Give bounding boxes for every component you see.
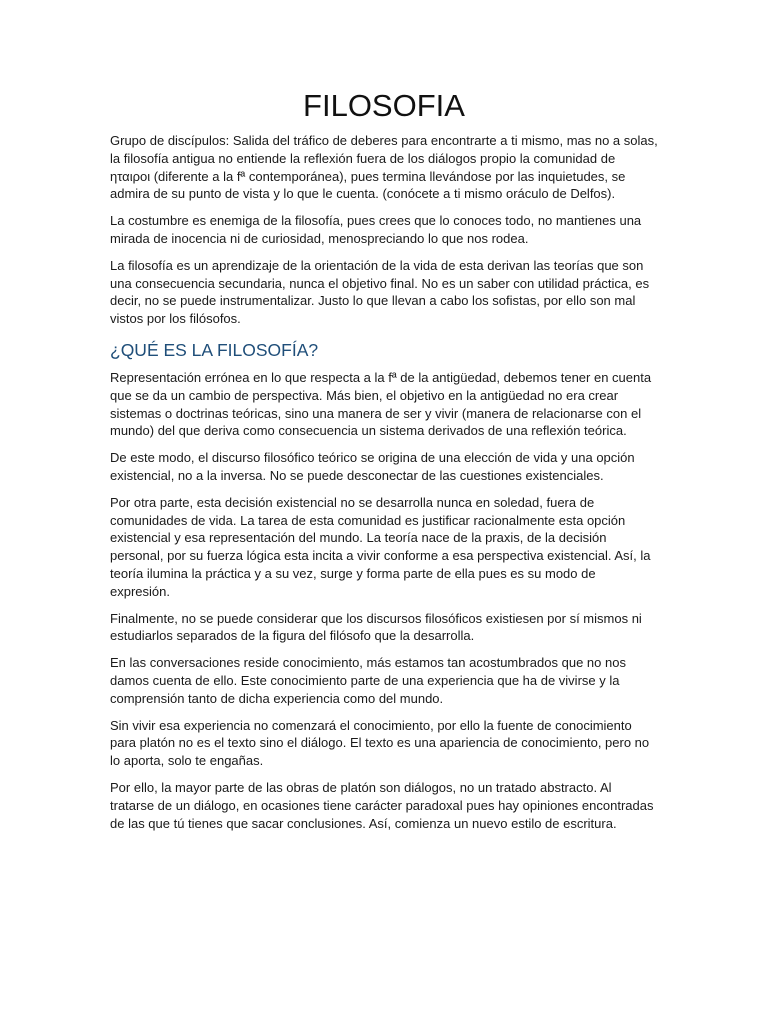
document-title: FILOSOFIA bbox=[303, 88, 465, 123]
section-paragraph-7: Por ello, la mayor parte de las obras de platón son diálogos, no un tratado abstracto. Al tratarse de un diálogo, en ocasiones tiene carácter paradoxal pues hay opiniones encontradas de las que tú tienes que sacar conclusiones. Así, comienza un nuevo estilo de escritura. bbox=[110, 779, 654, 831]
intro-paragraph-1: Grupo de discípulos: Salida del tráfico de deberes para encontrarte a ti mismo, mas no a solas, la filosofía antigua no entiende la reflexión fuera de los diálogos propio la comunidad de ηταιροι (diferente a la fª contemporánea), pues termina llevándose por las inquietudes, se admira de su punto de vista y lo que le cuenta. (conócete a ti mismo oráculo de Delfos). bbox=[110, 133, 658, 202]
document-page bbox=[110, 86, 658, 841]
section-paragraph-4: Finalmente, no se puede considerar que los discursos filosóficos existiesen por sí mismos ni estudiarlos separados de la figura del filósofo que la desarrolla. bbox=[110, 610, 642, 644]
intro-paragraph-2: La costumbre es enemiga de la filosofía, pues crees que lo conoces todo, no mantienes una mirada de inocencia ni de curiosidad, menospreciando lo que nos rodea. bbox=[110, 213, 642, 246]
section-paragraph-2: De este modo, el discurso filosófico teórico se origina de una elección de vida y una opción existencial, no a la inversa. No se puede desconectar de las cuestiones existenciales. bbox=[110, 450, 635, 483]
section-heading: ¿QUÉ ES LA FILOSOFÍA? bbox=[110, 339, 319, 360]
section-paragraph-1: Representación errónea en lo que respecta a la fª de la antigüedad, debemos tener en cuenta que se da un cambio de perspectiva. Más bien, el objetivo en la antigüedad no era crear sistemas o doctrinas teóricas, sino una manera de ser y vivir (manera de relacionarse con el mundo) del que deriva como consecuencia un sistema derivados de una reflexión teórica. bbox=[110, 369, 652, 439]
intro-paragraph-3: La filosofía es un aprendizaje de la orientación de la vida de esta derivan las teorías que son una consecuencia secundaria, nunca el objetivo final. No es un saber con utilidad práctica, es decir, no se puede instrumentalizar. Justo lo que llevan a cabo los sofistas, por ello son mal vistos por los filósofos. bbox=[110, 257, 650, 327]
section-paragraph-3: Por otra parte, esta decisión existencial no se desarrolla nunca en soledad, fuera de comunidades de vida. La tarea de esta comunidad es justificar racionalmente esta opción existencial y esa representación del mundo. La teoría nace de la praxis, de la decisión personal, por su fuerza lógica esta incita a vivir conforme a esa perspectiva existencial. Así, la teoría ilumina la práctica y a su vez, surge y forma parte de ella pues es su modo de expresión. bbox=[110, 494, 651, 599]
section-paragraph-6: Sin vivir esa experiencia no comenzará el conocimiento, por ello la fuente de conocimiento para platón no es el texto sino el diálogo. El texto es una apariencia de conocimiento, pero no lo aporta, solo te engañas. bbox=[110, 717, 650, 769]
section-paragraph-5: En las conversaciones reside conocimiento, más estamos tan acostumbrados que no nos damos cuenta de ello. Este conocimiento parte de una experiencia que ha de vivirse y la comprensión tanto de dicha experiencia como del mundo. bbox=[110, 655, 626, 706]
